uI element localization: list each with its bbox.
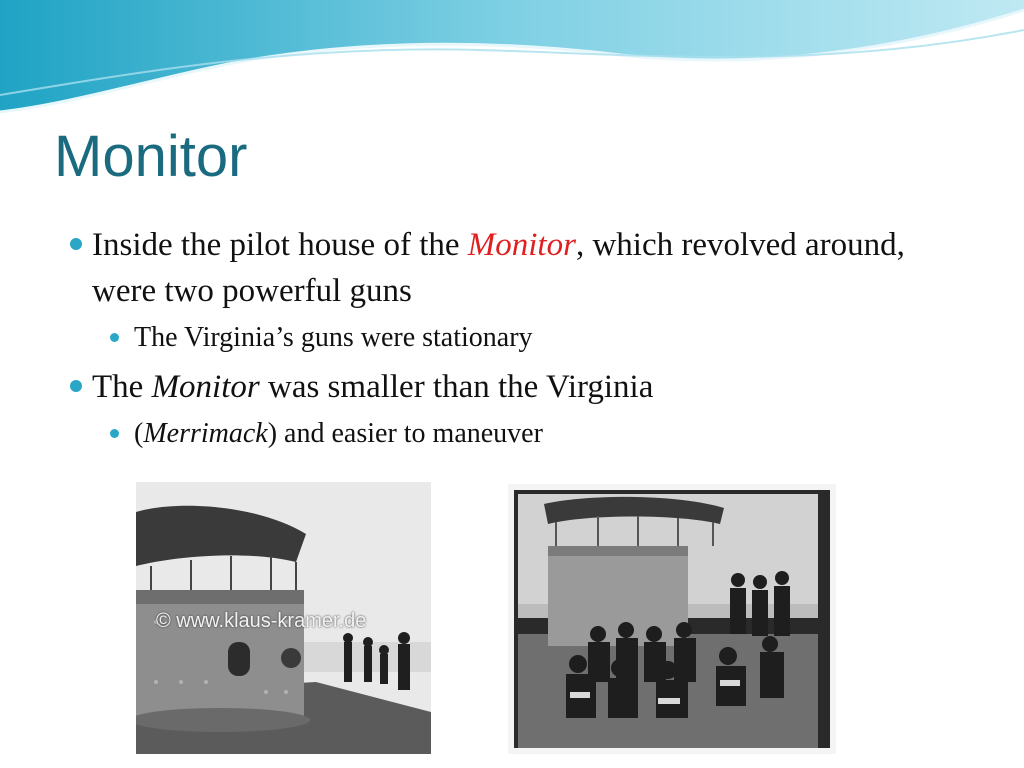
photo-watermark: © www.klaus-kramer.de — [156, 610, 367, 632]
bullet-dot-icon — [110, 333, 119, 342]
sub-bullet-text-after: ) and easier to maneuver — [267, 418, 543, 449]
bullet-text-after: , which revolved around, were two powerful guns — [92, 227, 905, 309]
slide-title: Monitor — [54, 124, 248, 189]
bullet-text: Inside the pilot house of the — [92, 227, 468, 263]
bullet-list — [64, 222, 964, 460]
sub-bullet-item — [64, 318, 964, 358]
sub-bullet-text: ( — [134, 418, 144, 449]
bullet-emphasis: Monitor — [151, 369, 260, 405]
sub-bullet-item — [64, 414, 964, 454]
bullet-item — [64, 222, 964, 314]
header-wave-decoration — [0, 0, 1024, 120]
sub-bullet-emphasis: Merrimack — [143, 418, 268, 449]
sub-bullet-text: The Virginia’s guns were stationary — [134, 322, 533, 353]
bullet-dot-icon — [70, 238, 82, 250]
bullet-emphasis: Monitor — [467, 227, 576, 263]
bullet-text-after: was smaller than the Virginia — [259, 369, 654, 405]
bullet-item — [64, 364, 964, 410]
monitor-turret-photo — [136, 482, 431, 754]
bullet-dot-icon — [70, 380, 82, 392]
bullet-dot-icon — [110, 429, 119, 438]
monitor-crew-photo — [508, 484, 836, 754]
bullet-text: The — [92, 369, 152, 405]
